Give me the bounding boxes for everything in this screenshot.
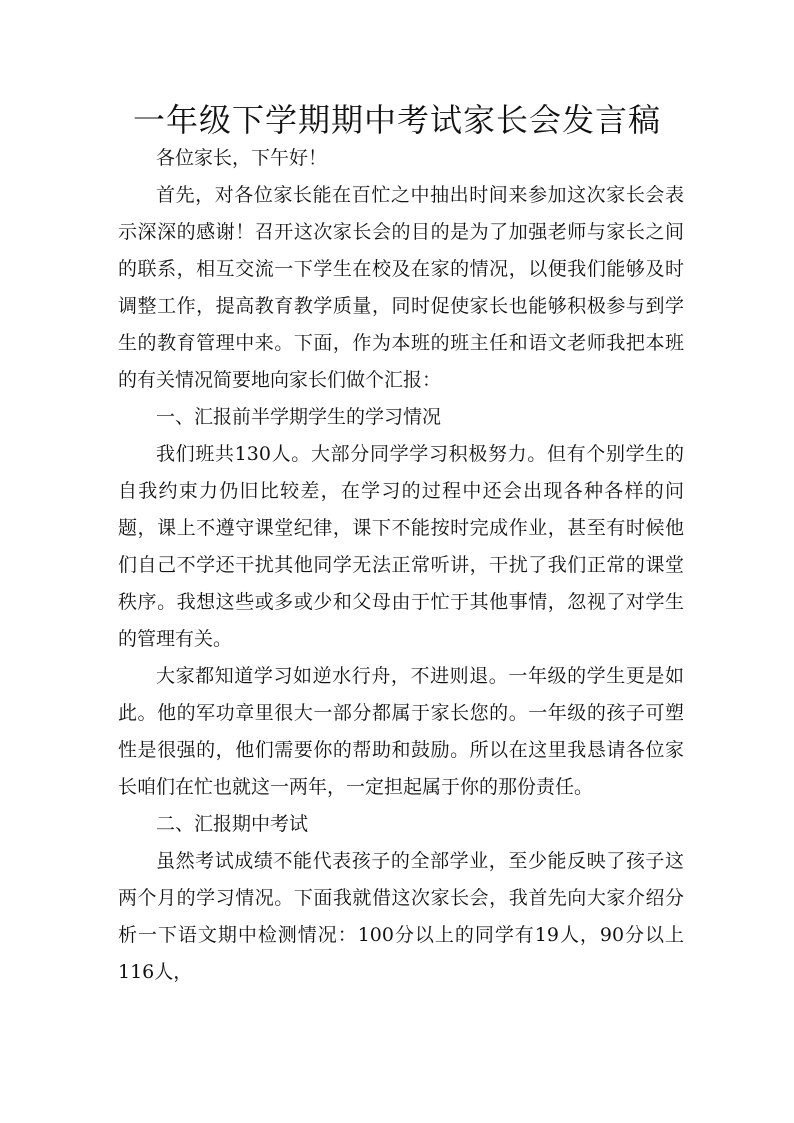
- intro-paragraph: 首先，对各位家长能在百忙之中抽出时间来参加这次家长会表示深深的感谢！召开这次家长会的目的是为了加强老师与家长之间的联系，相互交流一下学生在校及在家的情况，以便我们能够及时调整工作，提高教育教学质量，同时促使家长也能够积极参与到学生的教育管理中来。下面，作为本班的班主任和语文老师我把本班的有关情况简要地向家长们做个汇报：: [118, 184, 684, 391]
- greeting-paragraph: 各位家长，下午好！: [156, 147, 328, 169]
- section1-paragraph-1: 我们班共130人。大部分同学学习积极努力。但有个别学生的自我约束力仍旧比较差，在学习的过程中还会出现各种各样的问题，课上不遵守课堂纪律，课下不能按时完成作业，甚至有时候他们自己不学还干扰其他同学无法正常听讲，干扰了我们正常的课堂秩序。我想这些或多或少和父母由于忙于其他事情，忽视了对学生的管理有关。: [118, 443, 684, 650]
- section1-paragraph-2: 大家都知道学习如逆水行舟，不进则退。一年级的学生更是如此。他的军功章里很大一部分都属于家长您的。一年级的孩子可塑性是很强的，他们需要你的帮助和鼓励。所以在这里我恳请各位家长咱们在忙也就这一两年，一定担起属于你的那份责任。: [118, 665, 684, 798]
- section-heading-1: 一、汇报前半学期学生的学习情况: [156, 406, 442, 428]
- document-body: [118, 140, 684, 991]
- section2-paragraph-1: 虽然考试成绩不能代表孩子的全部学业，至少能反映了孩子这两个月的学习情况。下面我就借这次家长会，我首先向大家介绍分析一下语文期中检测情况：100分以上的同学有19人，90分以上116人，: [118, 850, 684, 983]
- section-heading-2: 二、汇报期中考试: [156, 813, 309, 835]
- document-title: 一年级下学期期中考试家长会发言稿: [132, 101, 661, 139]
